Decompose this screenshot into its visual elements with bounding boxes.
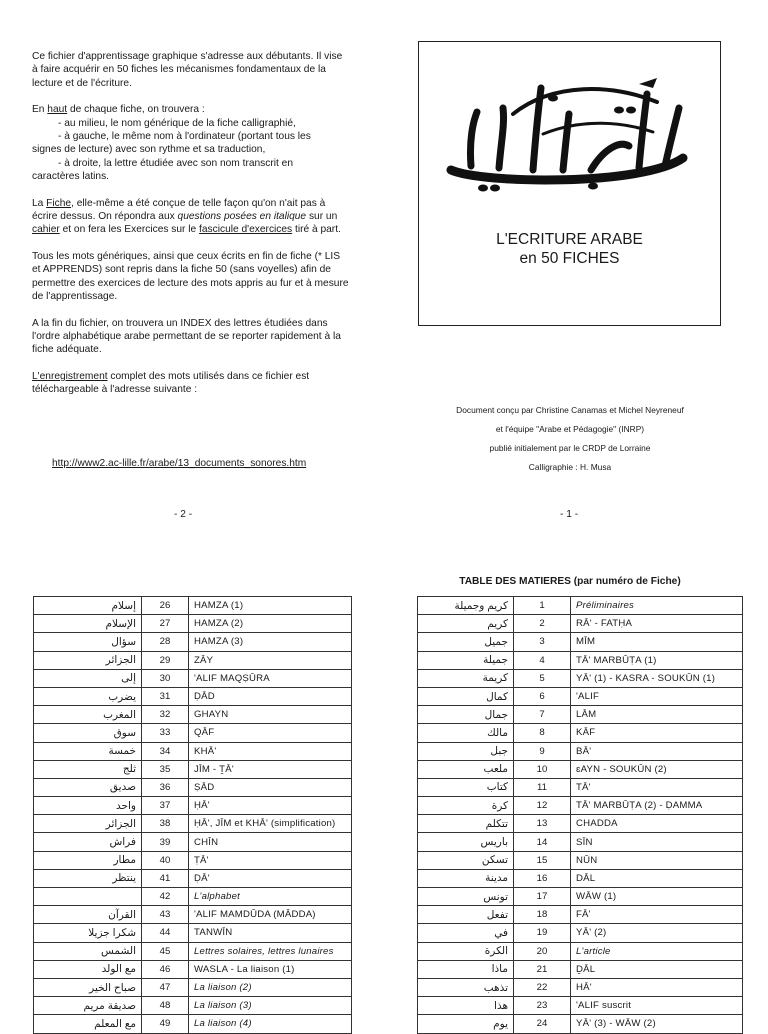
arabic-word: تسكن [418, 851, 514, 869]
fiche-title: WASLA - La liaison (1) [189, 960, 352, 978]
arabic-word: كتاب [418, 778, 514, 796]
fiche-number: 10 [514, 760, 571, 778]
table-row [34, 960, 352, 978]
table-row [418, 651, 743, 669]
table-row [34, 706, 352, 724]
arabic-word: تذهب [418, 978, 514, 996]
arabic-word: خمسة [34, 742, 142, 760]
fiche-title: La liaison (4) [189, 1015, 352, 1033]
fiche-title: BĀ' [571, 742, 743, 760]
fiche-number: 2 [514, 615, 571, 633]
credits-line-4: Calligraphie : H. Musa [528, 462, 612, 472]
fiche-number: 44 [142, 924, 189, 942]
cover-title [419, 230, 720, 268]
arabic-word: مع الولد [34, 960, 142, 978]
intro-paragraph-1: Ce fichier d'apprentissage graphique s'adresse aux débutants. Il vise à faire acquérir en 50 fiches les mécanismes fondamentaux de la lecture et de l'écriture. [32, 51, 343, 89]
fiche-number: 26 [142, 597, 189, 615]
fiche-number: 40 [142, 851, 189, 869]
fiche-title: La liaison (2) [189, 978, 352, 996]
fiche-title: YĀ' (2) [571, 924, 743, 942]
table-row [418, 615, 743, 633]
fiche-title: JĪM - ṮĀ' [189, 760, 352, 778]
fiche-number: 30 [142, 669, 189, 687]
table-row [34, 669, 352, 687]
table-row [418, 815, 743, 833]
arabic-word: إلى [34, 669, 142, 687]
fiche-title: 'ALIF MAMDŪDA (MÂDDA) [189, 906, 352, 924]
table-row [418, 997, 743, 1015]
fiche-title: Préliminaires [571, 597, 743, 615]
fiche-number: 1 [514, 597, 571, 615]
underlined-word: Fiche [46, 197, 72, 209]
arabic-word: شكرا جزيلا [34, 924, 142, 942]
arabic-word: الجزائر [34, 815, 142, 833]
table-row [418, 942, 743, 960]
table-row [34, 742, 352, 760]
arabic-word: سؤال [34, 633, 142, 651]
fiche-number: 22 [514, 978, 571, 996]
fiche-number: 23 [514, 997, 571, 1015]
table-row [418, 906, 743, 924]
arabic-word: صديقة مريم [34, 997, 142, 1015]
arabic-word: مطار [34, 851, 142, 869]
arabic-word: جبل [418, 742, 514, 760]
fiche-title: HAMZA (3) [189, 633, 352, 651]
arabic-word: جميلة [418, 651, 514, 669]
arabic-word: مالك [418, 724, 514, 742]
bullet-3-cont: caractères latins. [32, 171, 110, 183]
table-row [34, 942, 352, 960]
table-row [418, 687, 743, 705]
table-row [34, 724, 352, 742]
table-row [418, 833, 743, 851]
text-run: tiré à part. [292, 224, 341, 236]
text-run: et on fera les Exercices sur le [59, 224, 200, 236]
arabic-word: ينتظر [34, 869, 142, 887]
table-row [34, 778, 352, 796]
arabic-word: تتكلم [418, 815, 514, 833]
fiche-title: ḤĀ' [189, 797, 352, 815]
underlined-word: haut [47, 104, 68, 116]
cover-box [418, 41, 721, 326]
arabic-word: سوق [34, 724, 142, 742]
table-row [34, 760, 352, 778]
fiche-number: 46 [142, 960, 189, 978]
toc-table-left [33, 596, 352, 1034]
text-run: , elle-même a été conçue de telle façon qu'on n'ait pas à écrire dessus. On répondra aux [32, 197, 326, 223]
fiche-number: 27 [142, 615, 189, 633]
fiche-title: ɛAYN - SOUKŪN (2) [571, 760, 743, 778]
fiche-number: 43 [142, 906, 189, 924]
fiche-number: 16 [514, 869, 571, 887]
intro-paragraph-4: Tous les mots génériques, ainsi que ceux écrits en fin de fiche (* LIS et APPRENDS) sont repris dans la fiche 50 (sans voyelles) afin de permettre des exercices de lecture des mots appris au fur et à mesure de l'apprentissage. [32, 250, 349, 303]
arabic-word: ملعب [418, 760, 514, 778]
table-row [418, 888, 743, 906]
fiche-number: 20 [514, 942, 571, 960]
fiche-number: 4 [514, 651, 571, 669]
fiche-number: 39 [142, 833, 189, 851]
fiche-number: 31 [142, 687, 189, 705]
table-row [34, 687, 352, 705]
fiche-number: 12 [514, 797, 571, 815]
cover-title-line-2: en 50 FICHES [519, 250, 620, 267]
fiche-title: 'ALIF suscrit [571, 997, 743, 1015]
fiche-title: ZÂY [189, 651, 352, 669]
fiche-title: TĀ' MARBŪṬA (1) [571, 651, 743, 669]
underlined-word: fascicule d'exercices [199, 224, 293, 236]
fiche-title: Lettres solaires, lettres lunaires [189, 942, 352, 960]
table-row [418, 669, 743, 687]
table-row [418, 778, 743, 796]
table-row [418, 869, 743, 887]
fiche-number: 42 [142, 888, 189, 906]
fiche-title: ḌĀD [189, 687, 352, 705]
table-row [34, 978, 352, 996]
arabic-word: كريم وجميلة [418, 597, 514, 615]
text-run: complet des mots utilisés dans ce fichier est téléchargeable à l'adresse suivante : [32, 370, 310, 396]
fiche-number: 29 [142, 651, 189, 669]
fiche-title: ḎĀL [571, 960, 743, 978]
fiche-number: 5 [514, 669, 571, 687]
arabic-word: في [418, 924, 514, 942]
fiche-number: 8 [514, 724, 571, 742]
italic-phrase: questions posées en italique [177, 211, 307, 223]
table-row [418, 960, 743, 978]
fiche-title: L'alphabet [189, 888, 352, 906]
intro-text [32, 50, 350, 410]
table-row [418, 724, 743, 742]
fiche-number: 17 [514, 888, 571, 906]
fiche-number: 36 [142, 778, 189, 796]
underlined-word: L'enregistrement [32, 370, 108, 382]
table-row [418, 851, 743, 869]
fiche-title: HAMZA (1) [189, 597, 352, 615]
page-number-left: - 2 - [174, 509, 193, 520]
fiche-title: ḤĀ', JĪM et KHĀ' (simplification) [189, 815, 352, 833]
fiche-title: KĀF [571, 724, 743, 742]
table-row [418, 597, 743, 615]
arabic-word: مع المعلم [34, 1015, 142, 1033]
fiche-title: TĀ' MARBŪṬA (2) - ḌAMMA [571, 797, 743, 815]
fiche-number: 19 [514, 924, 571, 942]
fiche-number: 7 [514, 706, 571, 724]
table-row [34, 997, 352, 1015]
fiche-number: 24 [514, 1015, 571, 1033]
fiche-number: 41 [142, 869, 189, 887]
arabic-word: كمال [418, 687, 514, 705]
fiche-title: SĪN [571, 833, 743, 851]
fiche-number: 35 [142, 760, 189, 778]
fiche-title: YĀ' (3) - WĀW (2) [571, 1015, 743, 1033]
arabic-word: جميل [418, 633, 514, 651]
audio-download-link[interactable]: http://www2.ac-lille.fr/arabe/13_documents_sonores.htm [52, 458, 307, 469]
fiche-title: HAMZA (2) [189, 615, 352, 633]
fiche-number: 49 [142, 1015, 189, 1033]
arabic-word: القرآن [34, 906, 142, 924]
fiche-title: MĪM [571, 633, 743, 651]
fiche-title: 'ALIF MAQṢŪRA [189, 669, 352, 687]
fiche-title: La liaison (3) [189, 997, 352, 1015]
arabic-word: باريس [418, 833, 514, 851]
arabic-word: الكرة [418, 942, 514, 960]
arabic-word: مدينة [418, 869, 514, 887]
credits [428, 401, 712, 477]
fiche-number: 47 [142, 978, 189, 996]
fiche-number: 37 [142, 797, 189, 815]
arabic-word: ثلج [34, 760, 142, 778]
arabic-word [34, 888, 142, 906]
fiche-title: 'ALIF [571, 687, 743, 705]
arabic-word: الجزائر [34, 651, 142, 669]
table-row [34, 924, 352, 942]
intro-paragraph-3 [32, 197, 350, 237]
fiche-number: 32 [142, 706, 189, 724]
toc-title: TABLE DES MATIERES (par numéro de Fiche) [459, 576, 681, 587]
arabic-word: تفعل [418, 906, 514, 924]
bullet-2: - à gauche, le même nom à l'ordinateur (portant tous les [58, 131, 311, 143]
credits-line-2: et l'équipe "Arabe et Pédagogie" (INRP) [495, 424, 645, 434]
arabic-word: يضرب [34, 687, 142, 705]
arabic-word: هذا [418, 997, 514, 1015]
fiche-title: CHADDA [571, 815, 743, 833]
fiche-number: 6 [514, 687, 571, 705]
fiche-title: TANWĪN [189, 924, 352, 942]
text-run: En [32, 104, 48, 116]
arabic-word: تونس [418, 888, 514, 906]
fiche-number: 15 [514, 851, 571, 869]
fiche-title: LĀM [571, 706, 743, 724]
fiche-title: YĀ' (1) - KASRA - SOUKŪN (1) [571, 669, 743, 687]
credits-line-1: Document conçu par Christine Canamas et Michel Neyreneuf [456, 405, 684, 415]
toc-table-right [417, 596, 743, 1034]
fiche-title: HĀ' [571, 978, 743, 996]
arabic-word: المغرب [34, 706, 142, 724]
text-run: sur un [306, 211, 338, 223]
fiche-number: 13 [514, 815, 571, 833]
fiche-number: 48 [142, 997, 189, 1015]
fiche-title: ḌĀ' [189, 869, 352, 887]
fiche-number: 9 [514, 742, 571, 760]
fiche-title: NŪN [571, 851, 743, 869]
fiche-title: RĀ' - FATḤA [571, 615, 743, 633]
table-row [418, 797, 743, 815]
arabic-word: الشمس [34, 942, 142, 960]
fiche-title: L'article [571, 942, 743, 960]
table-row [34, 633, 352, 651]
fiche-title: ṬĀ' [189, 851, 352, 869]
credits-line-3: publié initialement par le CRDP de Lorraine [489, 443, 651, 453]
fiche-title: KHĀ' [189, 742, 352, 760]
fiche-number: 3 [514, 633, 571, 651]
table-row [34, 815, 352, 833]
fiche-number: 45 [142, 942, 189, 960]
table-row [418, 706, 743, 724]
fiche-number: 38 [142, 815, 189, 833]
table-row [418, 760, 743, 778]
arabic-word: إسلام [34, 597, 142, 615]
arabic-word: صديق [34, 778, 142, 796]
fiche-title: QĀF [189, 724, 352, 742]
fiche-number: 18 [514, 906, 571, 924]
table-row [34, 833, 352, 851]
table-row [418, 633, 743, 651]
arabic-word: كريمة [418, 669, 514, 687]
fiche-number: 11 [514, 778, 571, 796]
fiche-title: DĀL [571, 869, 743, 887]
fiche-number: 34 [142, 742, 189, 760]
fiche-title: FĀ' [571, 906, 743, 924]
fiche-title: TĀ' [571, 778, 743, 796]
arabic-word: كريم [418, 615, 514, 633]
fiche-title: WĀW (1) [571, 888, 743, 906]
table-row [418, 978, 743, 996]
table-row [34, 797, 352, 815]
arabic-word: صباح الخير [34, 978, 142, 996]
fiche-title: GHAYN [189, 706, 352, 724]
table-row [418, 924, 743, 942]
fiche-number: 21 [514, 960, 571, 978]
fiche-title: ṢĀD [189, 778, 352, 796]
fiche-number: 28 [142, 633, 189, 651]
fiche-number: 14 [514, 833, 571, 851]
intro-paragraph-5: A la fin du fichier, on trouvera un INDEX des lettres étudiées dans l'ordre alphabétique arabe permettant de se reporter rapidement à la fiche adéquate. [32, 317, 341, 356]
table-row [34, 615, 352, 633]
page-number-right: - 1 - [560, 509, 579, 520]
table-row [34, 888, 352, 906]
table-row [34, 651, 352, 669]
text-run: La [32, 197, 47, 209]
arabic-word: فراش [34, 833, 142, 851]
table-row [34, 597, 352, 615]
cover-title-line-1: L'ECRITURE ARABE [496, 231, 643, 248]
bullet-2-cont: signes de lecture) avec son rythme et sa traduction, [32, 144, 266, 156]
fiche-number: 33 [142, 724, 189, 742]
arabic-word: ماذا [418, 960, 514, 978]
fiche-title: CHÎN [189, 833, 352, 851]
table-row [34, 869, 352, 887]
bullet-1: - au milieu, le nom générique de la fiche calligraphié, [58, 117, 296, 129]
table-row [34, 906, 352, 924]
table-row [34, 851, 352, 869]
underlined-word: cahier [32, 224, 60, 236]
arabic-word: جمال [418, 706, 514, 724]
intro-paragraph-6 [32, 370, 350, 397]
table-row [418, 742, 743, 760]
text-run: de chaque fiche, on trouvera : [67, 104, 205, 116]
arabic-word: الإسلام [34, 615, 142, 633]
arabic-word: كرة [418, 797, 514, 815]
intro-paragraph-2 [32, 103, 350, 183]
arabic-word: واحد [34, 797, 142, 815]
bullet-3: - à droite, la lettre étudiée avec son nom transcrit en [58, 157, 293, 169]
calligraphy-logo [443, 74, 698, 198]
arabic-word: يوم [418, 1015, 514, 1033]
